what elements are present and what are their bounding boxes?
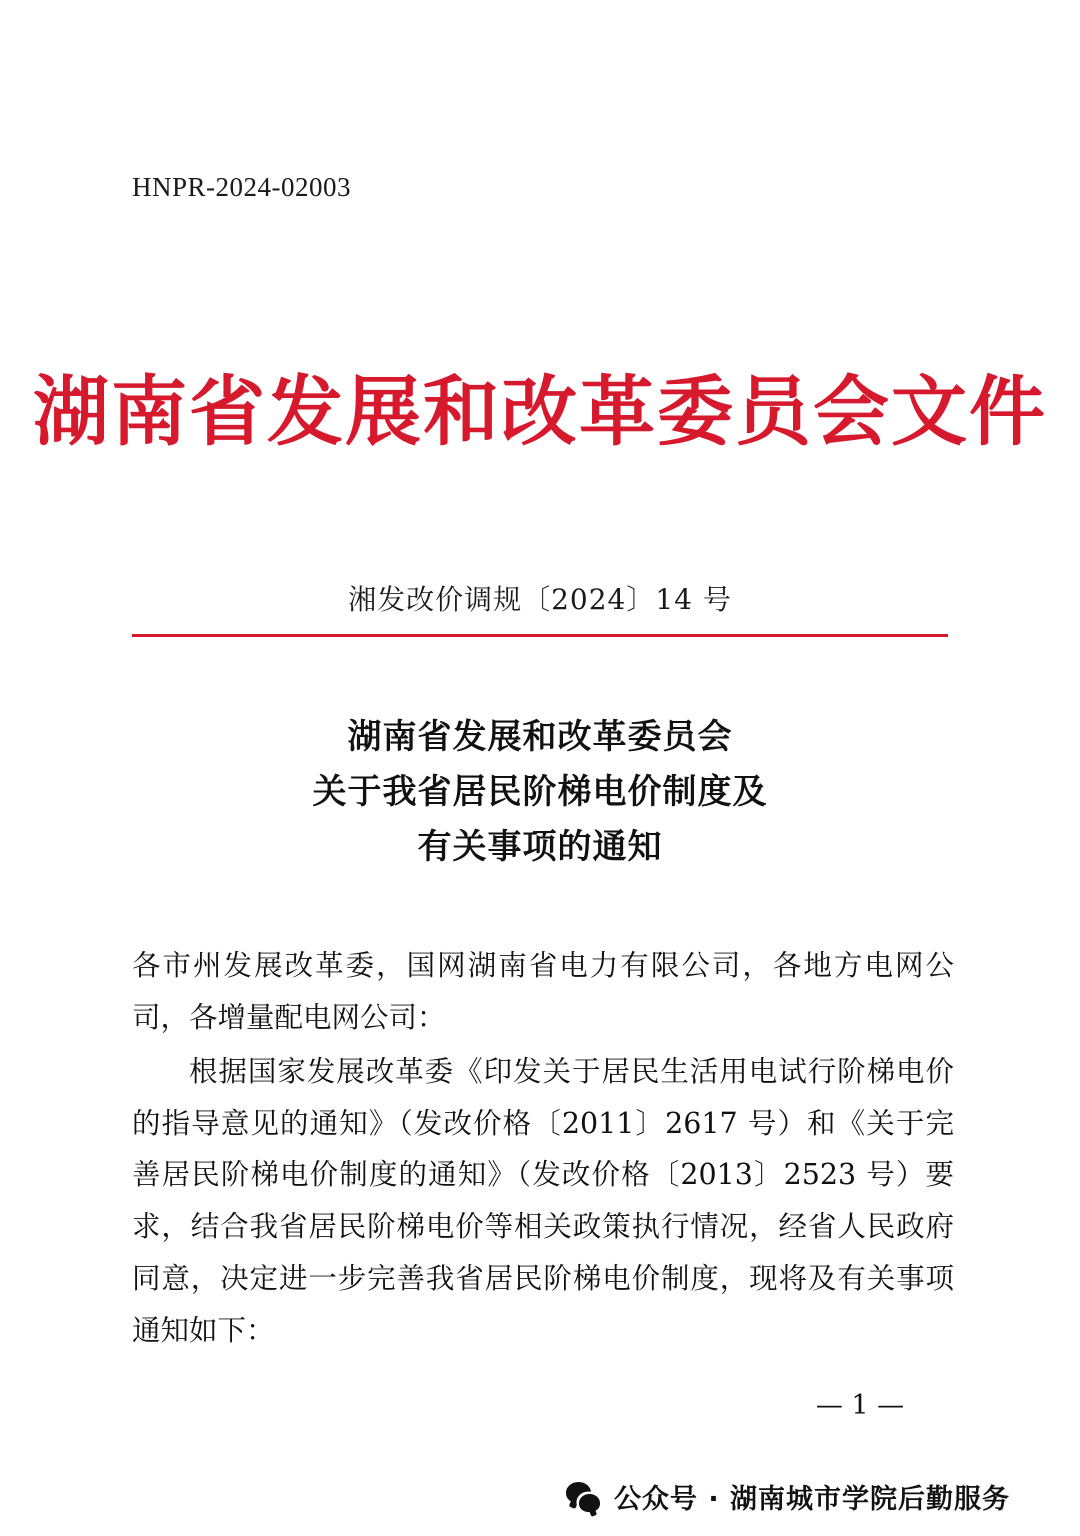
document-body <box>132 940 954 1359</box>
footer-watermark <box>566 1477 1010 1516</box>
document-title <box>0 710 1080 875</box>
document-code: 湘发改价调规〔2024〕14 号 <box>348 583 732 616</box>
footer-account-label: 公众号 · 湖南城市学院后勤服务 <box>613 1484 1010 1515</box>
title-line-2: 关于我省居民阶梯电价制度及 <box>312 772 768 813</box>
body-paragraph-1: 各市州发展改革委，国网湖南省电力有限公司，各地方电网公司，各增量配电网公司： <box>132 949 954 1034</box>
body-paragraph-2: 根据国家发展改革委《印发关于居民生活用电试行阶梯电价的指导意见的通知》（发改价格〔2011〕2617 号）和《关于完善居民阶梯电价制度的通知》（发改价格〔2013〕2523 号）要求，结合我省居民阶梯电价等相关政策执行情况，经省人民政府同意，决定进一步完善我省居民阶梯电价制度，现将及有关事项通知如下： <box>132 1054 954 1348</box>
page-number: — 1 — <box>815 1390 905 1421</box>
masthead-title: 湖南省发展和改革委员会文件 <box>33 367 1047 456</box>
wechat-icon <box>566 1482 600 1512</box>
document-number: HNPR-2024-02003 <box>132 172 352 202</box>
title-line-3: 有关事项的通知 <box>417 827 663 868</box>
title-line-1: 湖南省发展和改革委员会 <box>347 717 733 757</box>
red-divider-rule <box>132 634 948 637</box>
